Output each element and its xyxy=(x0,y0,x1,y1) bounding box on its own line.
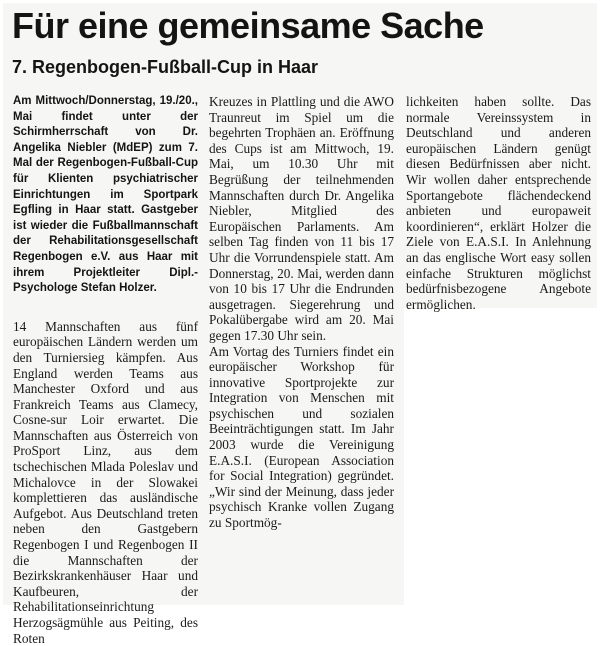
article-body-paragraph: lichkeiten haben sollte. Das normale Vereinssystem in Deutschland und anderen europäischen Ländern genügt diesen Bedürfnissen aber nicht. Wir wollen daher entsprechende Sportangebote flächendeckend anbieten und europaweit koordinieren“, erklärt Holzer die Ziele von E.A.S.I. In Anlehnung an das englische Wort easy sollen einfache Strukturen möglichst bedürfnisbezogene Angebote ermöglichen. xyxy=(406,94,591,312)
article-headline: Für eine gemeinsame Sache xyxy=(12,5,484,46)
article-body-paragraph: Kreuzes in Plattling und die AWO Traunreut im Spiel um die begehrten Trophäen an. Eröffnung des Cups ist am Mittwoch, 19. Mai, um 10.30 Uhr mit Begrüßung der teilnehmenden Mannschaften durch Dr. Angelika Niebler, Mitglied des Europäischen Parlaments. Am selben Tag finden von 11 bis 17 Uhr die Vorrundenspiele statt. Am Donnerstag, 20. Mai, werden dann von 10 bis 17 Uhr die Endrunden ausgetragen. Siegerehrung und Pokalübergabe wird am 20. Mai gegen 17.30 Uhr sein. xyxy=(209,94,394,343)
article-column-1 xyxy=(13,94,198,646)
article-subheadline: 7. Regenbogen-Fußball-Cup in Haar xyxy=(12,57,319,77)
clipping-cutout-corner xyxy=(404,308,600,608)
article-lead-paragraph: Am Mittwoch/Donnerstag, 19./20., Mai findet unter der Schirmherrschaft von Dr. Angelika Niebler (MdEP) zum 7. Mal der Regenbogen-Fußball-Cup für Klienten psychiatrischer Einrichtungen im Sportpark Egfling in Haar statt. Gastgeber ist wieder die Fußballmannschaft der Rehabilitationsgesellschaft Regenbogen e.V. aus Haar mit ihrem Projektleiter Dipl.-Psychologe Stefan Holzer. xyxy=(13,95,198,295)
article-body-paragraph: 14 Mannschaften aus fünf europäischen Ländern werden um den Turniersieg kämpfen. Aus England werden Teams aus Manchester Oxford und aus Frankreich Teams aus Clamecy, Cosne-sur Loir erwartet. Die Mannschaften aus Österreich von ProSport Linz, aus dem tschechischen Mlada Poleslav und Michalovce in der Slowakei komplettieren das ausländische Aufgebot. Aus Deutschland treten neben den Gastgebern Regenbogen I und Regenbogen II die Mannschaften der Bezirkskrankenhäuser Haar und Kaufbeuren, der Rehabilitationseinrichtung Herzogsägmühle aus Peiting, des Roten xyxy=(13,318,198,646)
article-column-2 xyxy=(209,94,394,531)
article-column-3 xyxy=(406,94,591,312)
article-body-paragraph: Am Vortag des Turniers findet ein europäischer Workshop für innovative Sportprojekte zur Integration von Menschen mit psychischen und sozialen Beeinträchtigungen statt. Im Jahr 2003 wurde die Vereinigung E.A.S.I. (European Association for Social Integration) gegründet. „Wir sind der Meinung, dass jeder psychisch Kranke vollen Zugang zu Sportmög- xyxy=(209,343,394,531)
